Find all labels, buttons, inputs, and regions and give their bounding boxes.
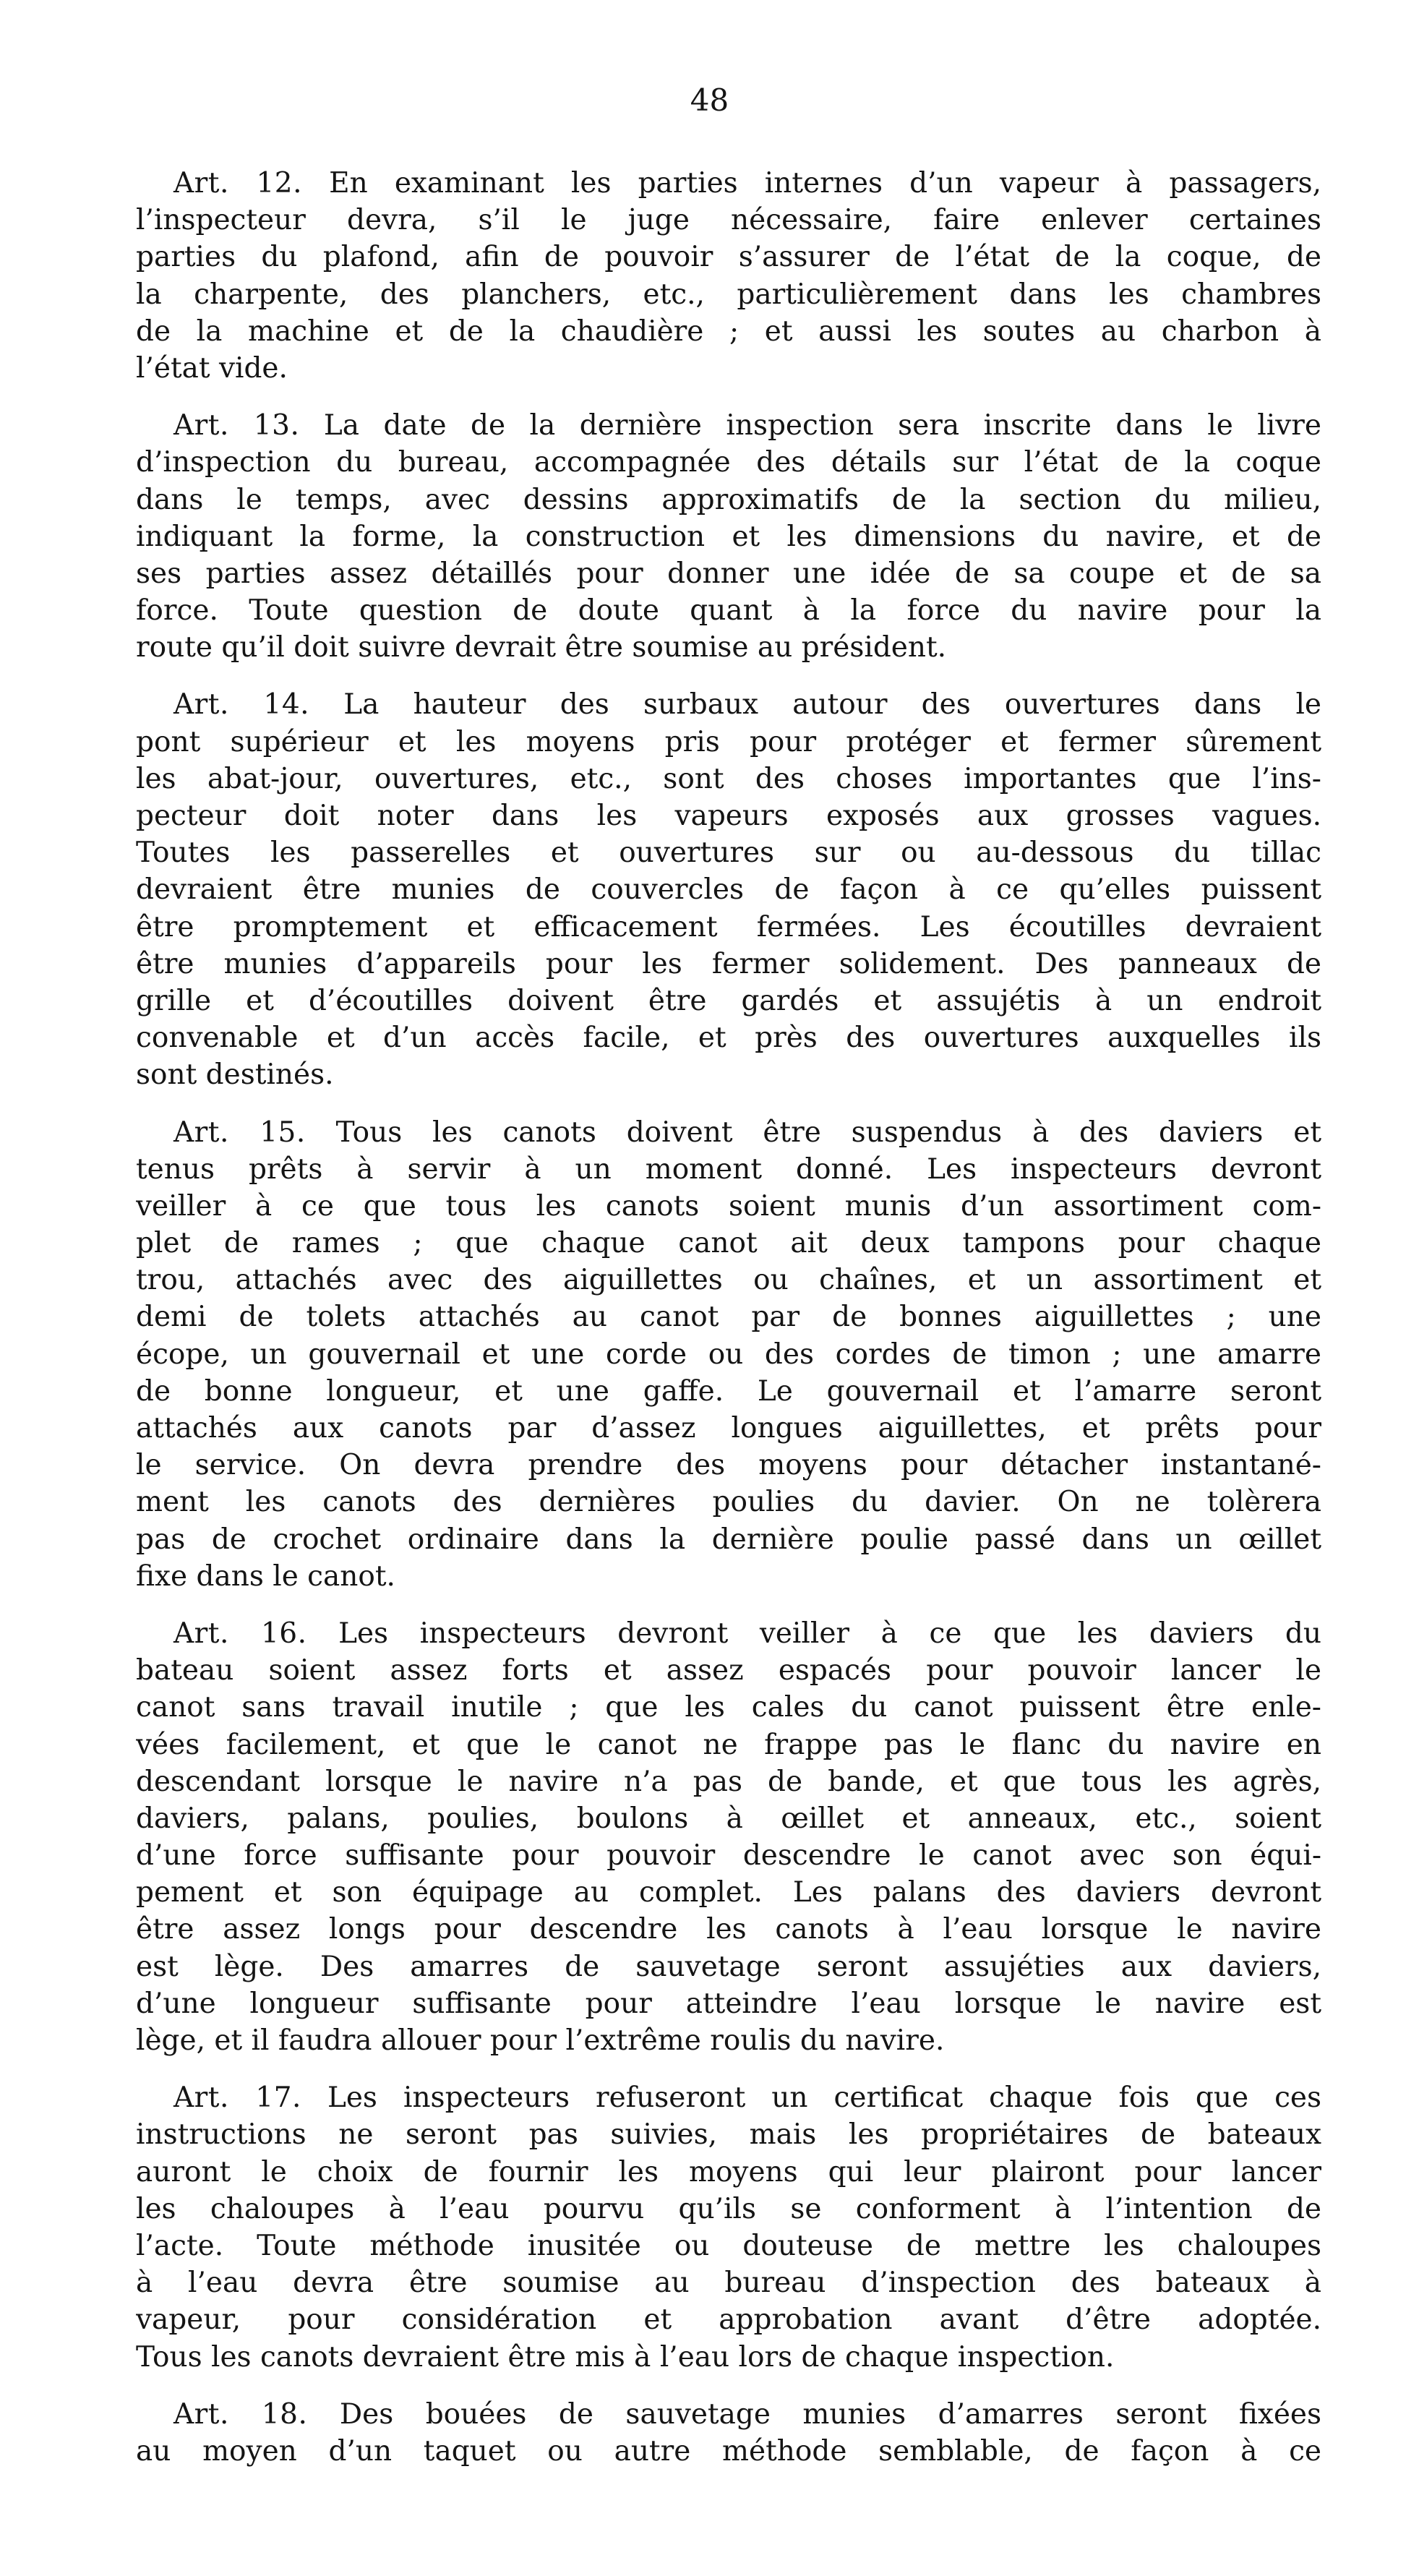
line-text: force. Toute question de doute quant à la force du navire pour la: [136, 594, 1321, 628]
line-text: l’inspecteur devra, s’il le juge nécessaire, faire enlever certaines: [136, 204, 1321, 237]
line-text: convenable et d’un accès facile, et près des ouvertures auxquelles ils: [136, 1022, 1321, 1055]
article-paragraph: [136, 407, 1321, 666]
line-text: vées facilement, et que le canot ne frappe pas le flanc du navire en: [136, 1728, 1321, 1761]
paragraph-line: [136, 1558, 1321, 1595]
paragraph-line: [136, 834, 1321, 871]
line-text: La date de la dernière inspection sera inscrite dans le livre: [323, 409, 1321, 442]
line-text: d’inspection du bureau, accompagnée des détails sur l’état de la coque: [136, 446, 1321, 479]
line-text: dans le temps, avec dessins approximatifs de la section du milieu,: [136, 483, 1321, 516]
line-text: canot sans travail inutile ; que les cales du canot puissent être enle-: [136, 1691, 1321, 1724]
line-text: pecteur doit noter dans les vapeurs exposés aux grosses vagues.: [136, 800, 1321, 832]
article-label: Art. 18.: [173, 2397, 308, 2431]
article-label: Art. 16.: [173, 1617, 307, 1650]
article-text-block: [136, 165, 1321, 2490]
paragraph-line: [136, 1911, 1321, 1948]
paragraph-line: [136, 724, 1321, 761]
paragraph-line: [136, 2079, 1321, 2116]
paragraph-line: [136, 1410, 1321, 1447]
paragraph-line: [136, 2022, 1321, 2059]
line-text: En examinant les parties internes d’un vapeur à passagers,: [329, 167, 1321, 200]
line-text: bateau soient assez forts et assez espacés pour pouvoir lancer le: [136, 1654, 1321, 1687]
paragraph-line: [136, 2301, 1321, 2338]
paragraph-line: [136, 797, 1321, 834]
line-text: Toutes les passerelles et ouvertures sur ou au-dessous du tillac: [136, 836, 1321, 870]
paragraph-line: [136, 555, 1321, 592]
paragraph-line: [136, 1225, 1321, 1262]
paragraph-line: [136, 1874, 1321, 1911]
paragraph-line: [136, 1800, 1321, 1837]
line-text: trou, attachés avec des aiguillettes ou chaînes, et un assortiment et: [136, 1264, 1321, 1297]
line-text: les chaloupes à l’eau pourvu qu’ils se conforment à l’intention de: [136, 2192, 1321, 2225]
paragraph-line: [136, 629, 1321, 666]
line-text: ment les canots des dernières poulies du davier. On ne tolèrera: [136, 1486, 1321, 1519]
line-text: veiller à ce que tous les canots soient munis d’un assortiment com-: [136, 1189, 1321, 1223]
paragraph-line: [136, 1447, 1321, 1484]
line-text: instructions ne seront pas suivies, mais les propriétaires de bateaux: [136, 2118, 1321, 2152]
line-text: Tous les canots doivent être suspendus à des daviers et: [335, 1116, 1321, 1149]
line-text: le service. On devra prendre des moyens pour détacher instantané-: [136, 1449, 1321, 1482]
line-text: de la machine et de la chaudière ; et aussi les soutes au charbon à: [136, 314, 1321, 348]
line-text: l’état vide.: [136, 351, 288, 385]
paragraph-line: [136, 202, 1321, 239]
line-text: Les inspecteurs devront veiller à ce que les daviers du: [338, 1617, 1321, 1650]
paragraph-line: [136, 1484, 1321, 1520]
paragraph-line: [136, 1262, 1321, 1298]
line-text: grille et d’écoutilles doivent être gardés et assujétis à un endroit: [136, 984, 1321, 1017]
paragraph-line: [136, 1763, 1321, 1800]
line-text: au moyen d’un taquet ou autre méthode semblable, de façon à ce: [136, 2434, 1321, 2468]
line-text: lège, et il faudra allouer pour l’extrême roulis du navire.: [136, 2024, 945, 2057]
paragraph-line: [136, 2433, 1321, 2470]
paragraph-line: [136, 1837, 1321, 1874]
paragraph-line: [136, 2154, 1321, 2191]
line-text: tenus prêts à servir à un moment donné. Les inspecteurs devront: [136, 1152, 1321, 1186]
paragraph-line: [136, 1151, 1321, 1188]
line-text: de bonne longueur, et une gaffe. Le gouvernail et l’amarre seront: [136, 1374, 1321, 1408]
line-text: à l’eau devra être soumise au bureau d’inspection des bateaux à: [136, 2267, 1321, 2300]
paragraph-line: [136, 2116, 1321, 2153]
line-text: La hauteur des surbaux autour des ouvertures dans le: [343, 688, 1321, 722]
line-text: d’une longueur suffisante pour atteindre l’eau lorsque le navire est: [136, 1987, 1321, 2020]
paragraph-line: [136, 946, 1321, 983]
paragraph-line: [136, 1336, 1321, 1373]
article-paragraph: [136, 165, 1321, 387]
line-text: d’une force suffisante pour pouvoir descendre le canot avec son équi-: [136, 1839, 1321, 1873]
paragraph-line: [136, 1298, 1321, 1335]
article-paragraph: [136, 686, 1321, 1093]
line-text: parties du plafond, afin de pouvoir s’assurer de l’état de la coque, de: [136, 241, 1321, 274]
line-text: route qu’il doit suivre devrait être soumise au président.: [136, 631, 947, 664]
line-text: pement et son équipage au complet. Les palans des daviers devront: [136, 1876, 1321, 1909]
line-text: attachés aux canots par d’assez longues aiguillettes, et prêts pour: [136, 1412, 1321, 1445]
line-text: Tous les canots devraient être mis à l’eau lors de chaque inspection.: [136, 2340, 1115, 2374]
article-paragraph: [136, 2396, 1321, 2470]
line-text: être munies d’appareils pour les fermer solidement. Des panneaux de: [136, 947, 1321, 980]
paragraph-line: [136, 1615, 1321, 1652]
paragraph-line: [136, 2228, 1321, 2264]
line-text: ses parties assez détaillés pour donner une idée de sa coupe et de sa: [136, 557, 1321, 590]
paragraph-line: [136, 1373, 1321, 1410]
article-label: Art. 17.: [173, 2081, 301, 2115]
line-text: pont supérieur et les moyens pris pour protéger et fermer sûrement: [136, 725, 1321, 758]
line-text: Des bouées de sauvetage munies d’amarres seront fixées: [339, 2397, 1321, 2431]
paragraph-line: [136, 2264, 1321, 2301]
line-text: vapeur, pour considération et approbation avant d’être adoptée.: [136, 2303, 1321, 2337]
paragraph-line: [136, 1521, 1321, 1558]
line-text: être assez longs pour descendre les canots à l’eau lorsque le navire: [136, 1913, 1321, 1946]
paragraph-line: [136, 1726, 1321, 1763]
paragraph-line: [136, 165, 1321, 202]
line-text: indiquant la forme, la construction et les dimensions du navire, et de: [136, 520, 1321, 553]
paragraph-line: [136, 518, 1321, 555]
line-text: auront le choix de fournir les moyens qui leur plairont pour lancer: [136, 2155, 1321, 2188]
paragraph-line: [136, 1056, 1321, 1093]
paragraph-line: [136, 1689, 1321, 1726]
paragraph-line: [136, 276, 1321, 313]
paragraph-line: [136, 1652, 1321, 1689]
paragraph-line: [136, 686, 1321, 723]
paragraph-line: [136, 444, 1321, 481]
paragraph-line: [136, 871, 1321, 908]
paragraph-line: [136, 407, 1321, 444]
line-text: être promptement et efficacement fermées. Les écoutilles devraient: [136, 910, 1321, 943]
paragraph-line: [136, 1948, 1321, 1985]
article-label: Art. 13.: [173, 409, 300, 442]
paragraph-line: [136, 239, 1321, 275]
paragraph-line: [136, 2339, 1321, 2376]
paragraph-line: [136, 1114, 1321, 1151]
paragraph-line: [136, 2191, 1321, 2228]
line-text: demi de tolets attachés au canot par de bonnes aiguillettes ; une: [136, 1301, 1321, 1334]
article-paragraph: [136, 1615, 1321, 2059]
paragraph-line: [136, 983, 1321, 1019]
line-text: Les inspecteurs refuseront un certificat chaque fois que ces: [327, 2081, 1321, 2115]
line-text: l’acte. Toute méthode inusitée ou douteuse de mettre les chaloupes: [136, 2229, 1321, 2262]
line-text: plet de rames ; que chaque canot ait deux tampons pour chaque: [136, 1227, 1321, 1260]
paragraph-line: [136, 592, 1321, 629]
line-text: la charpente, des planchers, etc., particulièrement dans les chambres: [136, 278, 1321, 311]
paragraph-line: [136, 482, 1321, 518]
paragraph-line: [136, 761, 1321, 797]
line-text: devraient être munies de couvercles de façon à ce qu’elles puissent: [136, 873, 1321, 907]
line-text: pas de crochet ordinaire dans la dernière poulie passé dans un œillet: [136, 1523, 1321, 1556]
line-text: fixe dans le canot.: [136, 1559, 395, 1593]
article-label: Art. 12.: [173, 167, 303, 200]
article-label: Art. 15.: [173, 1116, 306, 1149]
paragraph-line: [136, 1019, 1321, 1056]
paragraph-line: [136, 350, 1321, 387]
line-text: descendant lorsque le navire n’a pas de bande, et que tous les agrès,: [136, 1765, 1321, 1798]
page-number: 48: [690, 82, 729, 118]
line-text: daviers, palans, poulies, boulons à œillet et anneaux, etc., soient: [136, 1802, 1321, 1835]
paragraph-line: [136, 909, 1321, 946]
line-text: est lège. Des amarres de sauvetage seront assujéties aux daviers,: [136, 1950, 1321, 1983]
article-paragraph: [136, 1114, 1321, 1595]
article-paragraph: [136, 2079, 1321, 2376]
line-text: les abat-jour, ouvertures, etc., sont des choses importantes que l’ins-: [136, 762, 1321, 795]
line-text: écope, un gouvernail et une corde ou des cordes de timon ; une amarre: [136, 1338, 1321, 1371]
paragraph-line: [136, 1985, 1321, 2022]
article-label: Art. 14.: [173, 688, 310, 722]
paragraph-line: [136, 313, 1321, 350]
paragraph-line: [136, 1188, 1321, 1225]
paragraph-line: [136, 2396, 1321, 2433]
line-text: sont destinés.: [136, 1058, 334, 1092]
